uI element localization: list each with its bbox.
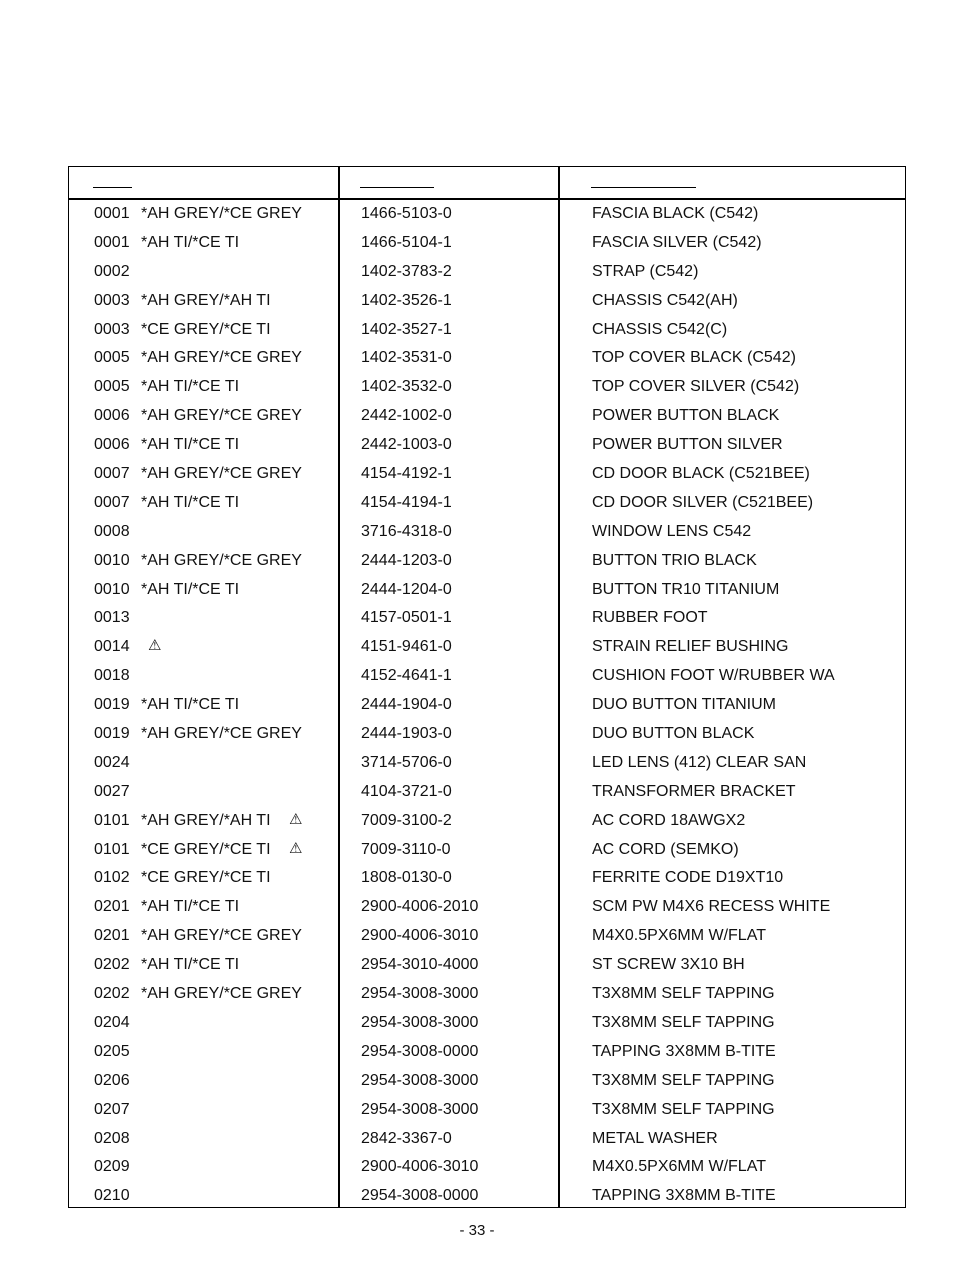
table-row <box>69 373 905 402</box>
ref-number: 0210 <box>94 1187 130 1205</box>
variant: *AH GREY/*CE GREY <box>141 985 302 1003</box>
part-number: 1402-3527-1 <box>361 320 452 338</box>
table-row <box>69 1067 905 1096</box>
part-number: 2954-3008-3000 <box>361 1071 479 1089</box>
variant: *CE GREY/*CE TI <box>141 840 271 858</box>
ref-number: 0010 <box>94 551 130 569</box>
ref-number: 0007 <box>94 465 130 483</box>
table-row <box>69 691 905 720</box>
variant: *AH GREY/*CE GREY <box>141 927 302 945</box>
header-underline-part <box>360 187 434 188</box>
part-number: 1402-3783-2 <box>361 262 452 280</box>
table-row <box>69 922 905 951</box>
part-number: 2954-3008-3000 <box>361 1013 479 1031</box>
table-row <box>69 836 905 865</box>
variant: *AH TI/*CE TI <box>141 436 240 454</box>
variant: *AH GREY/*CE GREY <box>141 349 302 367</box>
ref-number: 0001 <box>94 233 130 251</box>
variant: *AH TI/*CE TI <box>141 378 240 396</box>
table-row <box>69 316 905 345</box>
ref-number: 0005 <box>94 349 130 367</box>
part-number: 4151-9461-0 <box>361 638 452 656</box>
table-row <box>69 287 905 316</box>
ref-number: 0201 <box>94 898 130 916</box>
description: ST SCREW 3X10 BH <box>592 956 745 974</box>
description: T3X8MM SELF TAPPING <box>592 1013 775 1031</box>
part-number: 3716-4318-0 <box>361 522 452 540</box>
ref-number: 0207 <box>94 1100 130 1118</box>
ref-number: 0019 <box>94 725 130 743</box>
description: FASCIA BLACK (C542) <box>592 205 759 222</box>
description: T3X8MM SELF TAPPING <box>592 1071 775 1089</box>
table-row <box>69 893 905 922</box>
ref-number: 0007 <box>94 493 130 511</box>
table-row <box>69 200 905 229</box>
description: TOP COVER SILVER (C542) <box>592 378 800 396</box>
part-number: 2444-1904-0 <box>361 696 452 714</box>
ref-number: 0204 <box>94 1013 130 1031</box>
ref-number: 0002 <box>94 262 130 280</box>
ref-number: 0013 <box>94 609 130 627</box>
part-number: 2954-3010-4000 <box>361 956 479 974</box>
table-row <box>69 778 905 807</box>
description: CD DOOR BLACK (C521BEE) <box>592 465 810 483</box>
table-row <box>69 1182 905 1211</box>
table-row <box>69 604 905 633</box>
description: POWER BUTTON BLACK <box>592 407 780 425</box>
table-row <box>69 1153 905 1182</box>
ref-number: 0018 <box>94 667 130 685</box>
table-row <box>69 229 905 258</box>
description: CD DOOR SILVER (C521BEE) <box>592 493 814 511</box>
description: BUTTON TR10 TITANIUM <box>592 580 780 598</box>
part-number: 2900-4006-3010 <box>361 927 479 945</box>
ref-number: 0208 <box>94 1129 130 1147</box>
table-row <box>69 431 905 460</box>
part-number: 1402-3526-1 <box>361 291 452 309</box>
description: CHASSIS C542(C) <box>592 320 728 338</box>
ref-number: 0101 <box>94 811 130 829</box>
ref-number: 0205 <box>94 1042 130 1060</box>
variant: *AH TI/*CE TI <box>141 898 240 916</box>
table-row <box>69 980 905 1009</box>
part-number: 2900-4006-3010 <box>361 1158 479 1176</box>
description: RUBBER FOOT <box>592 609 708 627</box>
part-number: 4152-4641-1 <box>361 667 452 685</box>
table-body <box>69 200 905 1211</box>
table-row <box>69 576 905 605</box>
variant: *AH GREY/*CE GREY <box>141 407 302 425</box>
part-number: 4104-3721-0 <box>361 782 452 800</box>
description: FASCIA SILVER (C542) <box>592 233 762 251</box>
description: TAPPING 3X8MM B-TITE <box>592 1187 776 1205</box>
variant: *AH TI/*CE TI <box>141 580 240 598</box>
description: DUO BUTTON TITANIUM <box>592 696 776 714</box>
table-row <box>69 460 905 489</box>
ref-number: 0008 <box>94 522 130 540</box>
ref-number: 0006 <box>94 407 130 425</box>
table-row <box>69 1009 905 1038</box>
ref-number: 0003 <box>94 320 130 338</box>
part-number: 2442-1003-0 <box>361 436 452 454</box>
ref-number: 0006 <box>94 436 130 454</box>
table-row <box>69 402 905 431</box>
ref-number: 0019 <box>94 696 130 714</box>
description: WINDOW LENS C542 <box>592 522 752 540</box>
description: LED LENS (412) CLEAR SAN <box>592 753 807 771</box>
variant: *AH GREY/*CE GREY <box>141 465 302 483</box>
description: STRAIN RELIEF BUSHING <box>592 638 789 656</box>
part-number: 4154-4192-1 <box>361 465 452 483</box>
variant: *AH TI/*CE TI <box>141 956 240 974</box>
part-number: 2444-1204-0 <box>361 580 452 598</box>
ref-number: 0102 <box>94 869 130 887</box>
description: TRANSFORMER BRACKET <box>592 782 796 800</box>
variant: *AH GREY/*CE GREY <box>141 205 302 222</box>
description: SCM PW M4X6 RECESS WHITE <box>592 898 831 916</box>
ref-number: 0014 <box>94 638 130 656</box>
warning-triangle-icon: ⚠ <box>148 637 162 655</box>
page-number: - 33 - <box>459 1222 495 1239</box>
part-number: 2842-3367-0 <box>361 1129 452 1147</box>
variant: *AH GREY/*CE GREY <box>141 725 302 743</box>
table-row <box>69 1096 905 1125</box>
description: STRAP (C542) <box>592 262 699 280</box>
table-row <box>69 344 905 373</box>
part-number: 7009-3100-2 <box>361 811 452 829</box>
ref-number: 0003 <box>94 291 130 309</box>
part-number: 1808-0130-0 <box>361 869 452 887</box>
description: TAPPING 3X8MM B-TITE <box>592 1042 776 1060</box>
ref-number: 0202 <box>94 985 130 1003</box>
table-row <box>69 951 905 980</box>
table-row <box>69 807 905 836</box>
ref-number: 0202 <box>94 956 130 974</box>
table-row <box>69 489 905 518</box>
part-number: 4154-4194-1 <box>361 493 452 511</box>
description: TOP COVER BLACK (C542) <box>592 349 796 367</box>
part-number: 3714-5706-0 <box>361 753 452 771</box>
table-row <box>69 864 905 893</box>
ref-number: 0209 <box>94 1158 130 1176</box>
variant: *AH GREY/*CE GREY <box>141 551 302 569</box>
variant: *AH GREY/*AH TI <box>141 811 271 829</box>
description: AC CORD 18AWGX2 <box>592 811 746 829</box>
table-row <box>69 749 905 778</box>
ref-number: 0001 <box>94 205 130 222</box>
ref-number: 0010 <box>94 580 130 598</box>
part-number: 1402-3531-0 <box>361 349 452 367</box>
part-number: 2954-3008-0000 <box>361 1042 479 1060</box>
table-row <box>69 518 905 547</box>
ref-number: 0101 <box>94 840 130 858</box>
part-number: 2442-1002-0 <box>361 407 452 425</box>
table-row <box>69 633 905 662</box>
description: CUSHION FOOT W/RUBBER WA <box>592 667 835 685</box>
table-row <box>69 1038 905 1067</box>
description: M4X0.5PX6MM W/FLAT <box>592 1158 766 1176</box>
warning-triangle-icon: ⚠ <box>289 810 303 828</box>
description: DUO BUTTON BLACK <box>592 725 755 743</box>
part-number: 7009-3110-0 <box>361 840 451 858</box>
part-number: 2954-3008-3000 <box>361 985 479 1003</box>
header-underline-desc <box>591 187 696 188</box>
table-row <box>69 547 905 576</box>
description: FERRITE CODE D19XT10 <box>592 869 784 887</box>
ref-number: 0024 <box>94 753 130 771</box>
variant: *CE GREY/*CE TI <box>141 869 271 887</box>
variant: *AH TI/*CE TI <box>141 696 240 714</box>
part-number: 1466-5104-1 <box>361 233 452 251</box>
ref-number: 0005 <box>94 378 130 396</box>
description: AC CORD (SEMKO) <box>592 840 739 858</box>
warning-triangle-icon: ⚠ <box>289 839 303 857</box>
description: METAL WASHER <box>592 1129 718 1147</box>
ref-number: 0206 <box>94 1071 130 1089</box>
description: POWER BUTTON SILVER <box>592 436 783 454</box>
part-number: 2444-1203-0 <box>361 551 452 569</box>
variant: *AH GREY/*AH TI <box>141 291 271 309</box>
part-number: 1402-3532-0 <box>361 378 452 396</box>
part-number: 2954-3008-0000 <box>361 1187 479 1205</box>
part-number: 1466-5103-0 <box>361 205 452 222</box>
variant: *AH TI/*CE TI <box>141 493 240 511</box>
variant: *CE GREY/*CE TI <box>141 320 271 338</box>
description: T3X8MM SELF TAPPING <box>592 985 775 1003</box>
description: BUTTON TRIO BLACK <box>592 551 757 569</box>
part-number: 2444-1903-0 <box>361 725 452 743</box>
table-row <box>69 1125 905 1154</box>
part-number: 2900-4006-2010 <box>361 898 479 916</box>
table-row <box>69 662 905 691</box>
ref-number: 0027 <box>94 782 130 800</box>
ref-number: 0201 <box>94 927 130 945</box>
header-underline-ref <box>93 187 132 188</box>
table-row <box>69 258 905 287</box>
description: M4X0.5PX6MM W/FLAT <box>592 927 766 945</box>
parts-list-table <box>68 166 906 1208</box>
part-number: 2954-3008-3000 <box>361 1100 479 1118</box>
table-row <box>69 720 905 749</box>
part-number: 4157-0501-1 <box>361 609 452 627</box>
description: T3X8MM SELF TAPPING <box>592 1100 775 1118</box>
variant: *AH TI/*CE TI <box>141 233 240 251</box>
description: CHASSIS C542(AH) <box>592 291 738 309</box>
